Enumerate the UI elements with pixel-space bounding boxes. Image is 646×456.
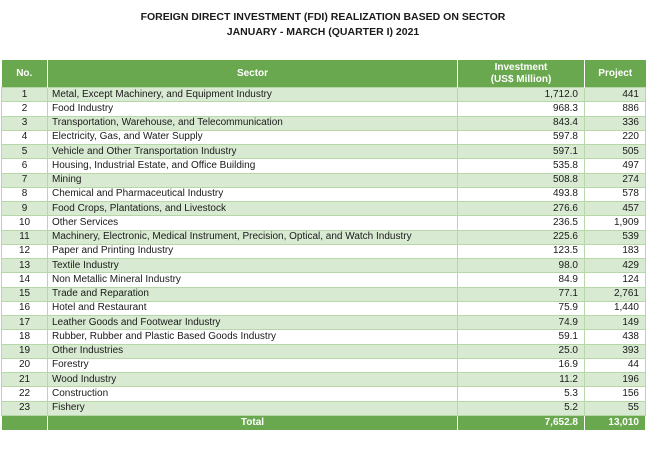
row-number: 7: [2, 173, 48, 187]
row-project: 55: [585, 401, 646, 415]
header-investment-line2: (US$ Million): [490, 73, 552, 85]
row-number: 22: [2, 387, 48, 401]
row-number: 12: [2, 244, 48, 258]
row-investment: 84.9: [458, 273, 585, 287]
row-sector: Forestry: [48, 358, 458, 372]
row-sector: Mining: [48, 173, 458, 187]
header-investment-line1: Investment: [494, 61, 548, 73]
row-investment: 74.9: [458, 316, 585, 330]
table-row: [2, 116, 646, 130]
row-project: 578: [585, 187, 646, 201]
row-investment: 225.6: [458, 230, 585, 244]
row-number: 9: [2, 202, 48, 216]
row-sector: Metal, Except Machinery, and Equipment Industry: [48, 88, 458, 102]
row-sector: Vehicle and Other Transportation Industry: [48, 145, 458, 159]
row-sector: Hotel and Restaurant: [48, 301, 458, 315]
header-no: No.: [2, 60, 48, 88]
row-number: 3: [2, 116, 48, 130]
row-number: 21: [2, 373, 48, 387]
row-project: 196: [585, 373, 646, 387]
row-sector: Construction: [48, 387, 458, 401]
row-project: 149: [585, 316, 646, 330]
row-investment: 968.3: [458, 102, 585, 116]
total-investment: 7,652.8: [458, 415, 585, 430]
row-investment: 597.8: [458, 130, 585, 144]
row-investment: 25.0: [458, 344, 585, 358]
row-sector: Transportation, Warehouse, and Telecommunication: [48, 116, 458, 130]
table-row: [2, 88, 646, 102]
table-row: [2, 344, 646, 358]
row-investment: 123.5: [458, 244, 585, 258]
row-investment: 11.2: [458, 373, 585, 387]
row-sector: Rubber, Rubber and Plastic Based Goods Industry: [48, 330, 458, 344]
row-project: 457: [585, 202, 646, 216]
row-project: 274: [585, 173, 646, 187]
table-row: [2, 187, 646, 201]
row-number: 1: [2, 88, 48, 102]
row-sector: Other Services: [48, 216, 458, 230]
title-line-2: JANUARY - MARCH (QUARTER I) 2021: [226, 26, 420, 38]
row-sector: Trade and Reparation: [48, 287, 458, 301]
table-row: [2, 102, 646, 116]
row-project: 44: [585, 358, 646, 372]
row-number: 15: [2, 287, 48, 301]
row-project: 393: [585, 344, 646, 358]
table-footer: [2, 415, 646, 430]
row-project: 183: [585, 244, 646, 258]
row-investment: 75.9: [458, 301, 585, 315]
row-project: 220: [585, 130, 646, 144]
row-number: 11: [2, 230, 48, 244]
row-investment: 493.8: [458, 187, 585, 201]
row-project: 497: [585, 159, 646, 173]
row-sector: Non Metallic Mineral Industry: [48, 273, 458, 287]
row-sector: Machinery, Electronic, Medical Instrument, Precision, Optical, and Watch Industry: [48, 230, 458, 244]
table-row: [2, 173, 646, 187]
row-number: 16: [2, 301, 48, 315]
row-project: 1,909: [585, 216, 646, 230]
table-row: [2, 216, 646, 230]
row-number: 14: [2, 273, 48, 287]
row-project: 539: [585, 230, 646, 244]
total-no-cell: [2, 415, 48, 430]
row-investment: 5.3: [458, 387, 585, 401]
total-project: 13,010: [585, 415, 646, 430]
row-investment: 1,712.0: [458, 88, 585, 102]
row-number: 4: [2, 130, 48, 144]
table-row: [2, 244, 646, 258]
title-line-1: FOREIGN DIRECT INVESTMENT (FDI) REALIZATION BASED ON SECTOR: [140, 11, 506, 23]
table-row: [2, 145, 646, 159]
row-investment: 276.6: [458, 202, 585, 216]
table-row: [2, 273, 646, 287]
row-number: 13: [2, 259, 48, 273]
row-project: 2,761: [585, 287, 646, 301]
table-row: [2, 387, 646, 401]
row-project: 429: [585, 259, 646, 273]
total-label: Total: [48, 415, 458, 430]
header-investment: [458, 60, 585, 88]
row-number: 20: [2, 358, 48, 372]
table-row: [2, 259, 646, 273]
row-sector: Electricity, Gas, and Water Supply: [48, 130, 458, 144]
row-project: 124: [585, 273, 646, 287]
row-number: 2: [2, 102, 48, 116]
row-number: 6: [2, 159, 48, 173]
row-sector: Leather Goods and Footwear Industry: [48, 316, 458, 330]
row-sector: Paper and Printing Industry: [48, 244, 458, 258]
row-sector: Chemical and Pharmaceutical Industry: [48, 187, 458, 201]
row-number: 23: [2, 401, 48, 415]
row-investment: 77.1: [458, 287, 585, 301]
report-title: [0, 0, 646, 42]
row-project: 1,440: [585, 301, 646, 315]
row-investment: 59.1: [458, 330, 585, 344]
row-project: 505: [585, 145, 646, 159]
table-row: [2, 401, 646, 415]
table-row: [2, 301, 646, 315]
row-project: 438: [585, 330, 646, 344]
table-row: [2, 202, 646, 216]
row-project: 441: [585, 88, 646, 102]
table-row: [2, 358, 646, 372]
row-number: 10: [2, 216, 48, 230]
table-row: [2, 230, 646, 244]
row-number: 18: [2, 330, 48, 344]
table-row: [2, 287, 646, 301]
row-number: 8: [2, 187, 48, 201]
row-number: 19: [2, 344, 48, 358]
row-sector: Fishery: [48, 401, 458, 415]
table-row: [2, 159, 646, 173]
table-row: [2, 330, 646, 344]
row-investment: 843.4: [458, 116, 585, 130]
row-project: 886: [585, 102, 646, 116]
header-sector: Sector: [48, 60, 458, 88]
row-investment: 535.8: [458, 159, 585, 173]
row-investment: 16.9: [458, 358, 585, 372]
row-investment: 597.1: [458, 145, 585, 159]
row-sector: Wood Industry: [48, 373, 458, 387]
row-sector: Housing, Industrial Estate, and Office Building: [48, 159, 458, 173]
row-project: 336: [585, 116, 646, 130]
table-row: [2, 373, 646, 387]
header-project: Project: [585, 60, 646, 88]
row-sector: Food Crops, Plantations, and Livestock: [48, 202, 458, 216]
row-investment: 5.2: [458, 401, 585, 415]
table-body: [2, 88, 646, 416]
row-investment: 508.8: [458, 173, 585, 187]
fdi-table-container: [1, 60, 645, 430]
table-row: [2, 316, 646, 330]
row-investment: 236.5: [458, 216, 585, 230]
table-header: [2, 60, 646, 88]
row-sector: Textile Industry: [48, 259, 458, 273]
row-investment: 98.0: [458, 259, 585, 273]
row-number: 5: [2, 145, 48, 159]
row-project: 156: [585, 387, 646, 401]
row-number: 17: [2, 316, 48, 330]
row-sector: Other Industries: [48, 344, 458, 358]
row-sector: Food Industry: [48, 102, 458, 116]
fdi-sector-table: [1, 60, 646, 430]
table-row: [2, 130, 646, 144]
